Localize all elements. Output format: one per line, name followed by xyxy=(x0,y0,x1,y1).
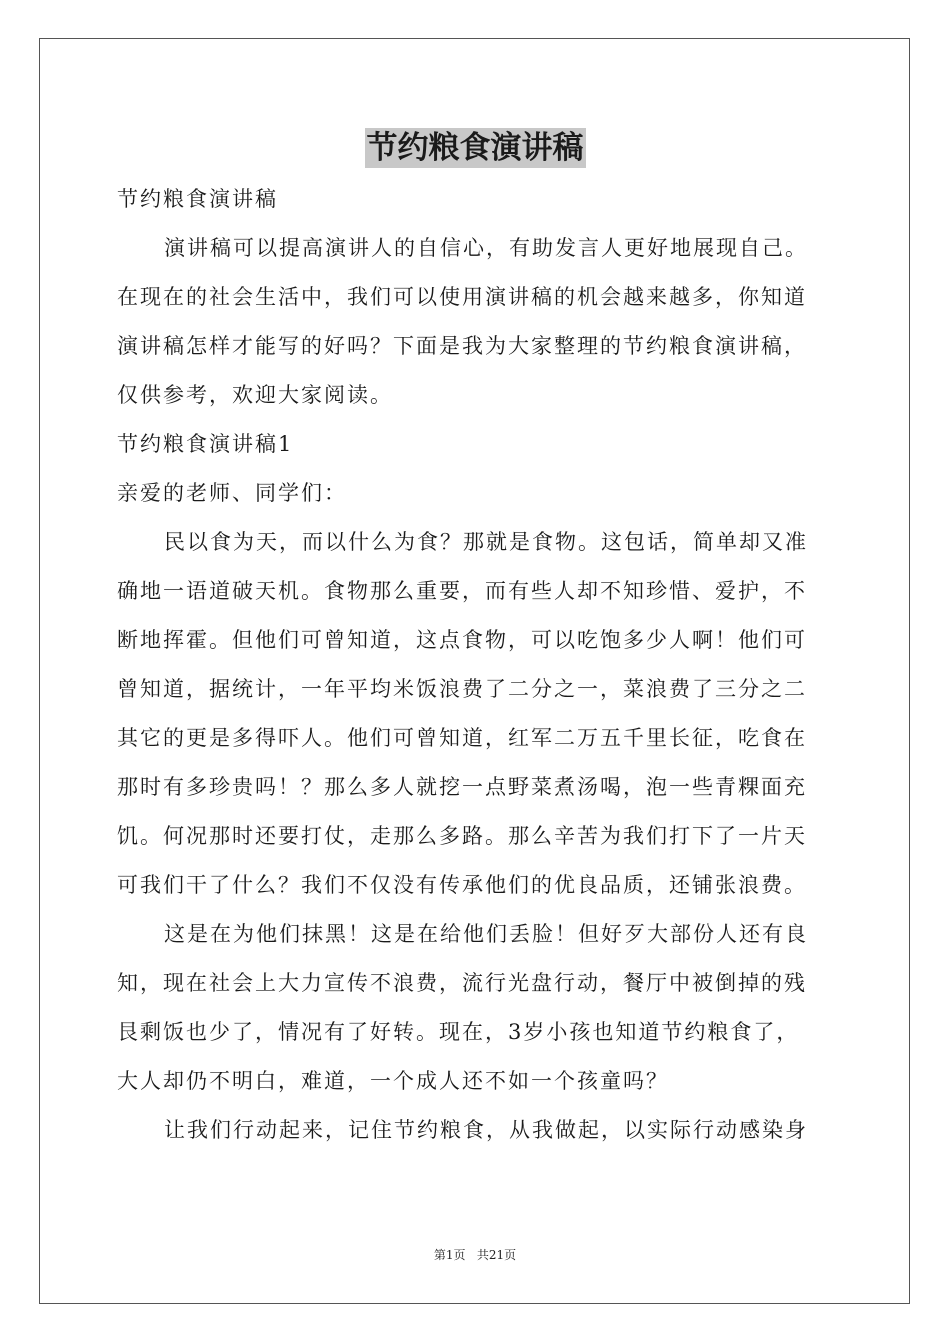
paragraph-line: 在现在的社会生活中，我们可以使用演讲稿的机会越来越多，你知道 xyxy=(117,285,807,309)
document-body xyxy=(117,175,833,1155)
body-paragraph-3 xyxy=(117,1106,833,1155)
intro-paragraph xyxy=(117,224,833,420)
paragraph-line: 断地挥霍。但他们可曾知道，这点食物，可以吃饱多少人啊！他们可 xyxy=(117,628,807,652)
greeting: 亲爱的老师、同学们： xyxy=(117,481,347,505)
page-total: 共21页 xyxy=(476,1248,517,1262)
paragraph-line: 演讲稿怎样才能写的好吗？下面是我为大家整理的节约粮食演讲稿， xyxy=(117,334,807,358)
paragraph-line: 艮剩饭也少了，情况有了好转。现在，3岁小孩也知道节约粮食了， xyxy=(117,1020,800,1044)
page-number: 第1页 xyxy=(433,1248,466,1262)
paragraph-line: 确地一语道破天机。食物那么重要，而有些人却不知珍惜、爱护，不 xyxy=(117,579,807,603)
paragraph-line: 仅供参考，欢迎大家阅读。 xyxy=(117,383,393,407)
body-paragraph-2 xyxy=(117,910,833,1106)
paragraph-line: 演讲稿可以提高演讲人的自信心，有助发言人更好地展现自己。 xyxy=(164,236,808,260)
paragraph-line: 可我们干了什么？我们不仅没有传承他们的优良品质，还铺张浪费。 xyxy=(117,873,807,897)
paragraph-line: 其它的更是多得吓人。他们可曾知道，红军二万五千里长征，吃食在 xyxy=(117,726,807,750)
section-heading: 节约粮食演讲稿1 xyxy=(117,432,294,456)
body-paragraph-1 xyxy=(117,518,833,910)
title-container xyxy=(0,128,950,168)
paragraph-line: 饥。何况那时还要打仗，走那么多路。那么辛苦为我们打下了一片天 xyxy=(117,824,807,848)
document-title: 节约粮食演讲稿 xyxy=(366,130,584,166)
paragraph-line: 这是在为他们抹黑！这是在给他们丢脸！但好歹大部份人还有良 xyxy=(164,922,808,946)
paragraph-line: 知，现在社会上大力宣传不浪费，流行光盘行动，餐厅中被倒掉的残 xyxy=(117,971,807,995)
paragraph-line: 让我们行动起来，记住节约粮食，从我做起，以实际行动感染身 xyxy=(164,1118,808,1142)
paragraph-line: 民以食为天，而以什么为食？那就是食物。这包话，简单却又准 xyxy=(164,530,808,554)
paragraph-line: 曾知道，据统计，一年平均米饭浪费了二分之一，菜浪费了三分之二 xyxy=(117,677,807,701)
paragraph-line: 大人却仍不明白，难道，一个成人还不如一个孩童吗？ xyxy=(117,1069,669,1093)
subtitle: 节约粮食演讲稿 xyxy=(117,187,278,211)
page-footer xyxy=(0,1247,950,1263)
paragraph-line: 那时有多珍贵吗！？那么多人就挖一点野菜煮汤喝，泡一些青粿面充 xyxy=(117,775,807,799)
